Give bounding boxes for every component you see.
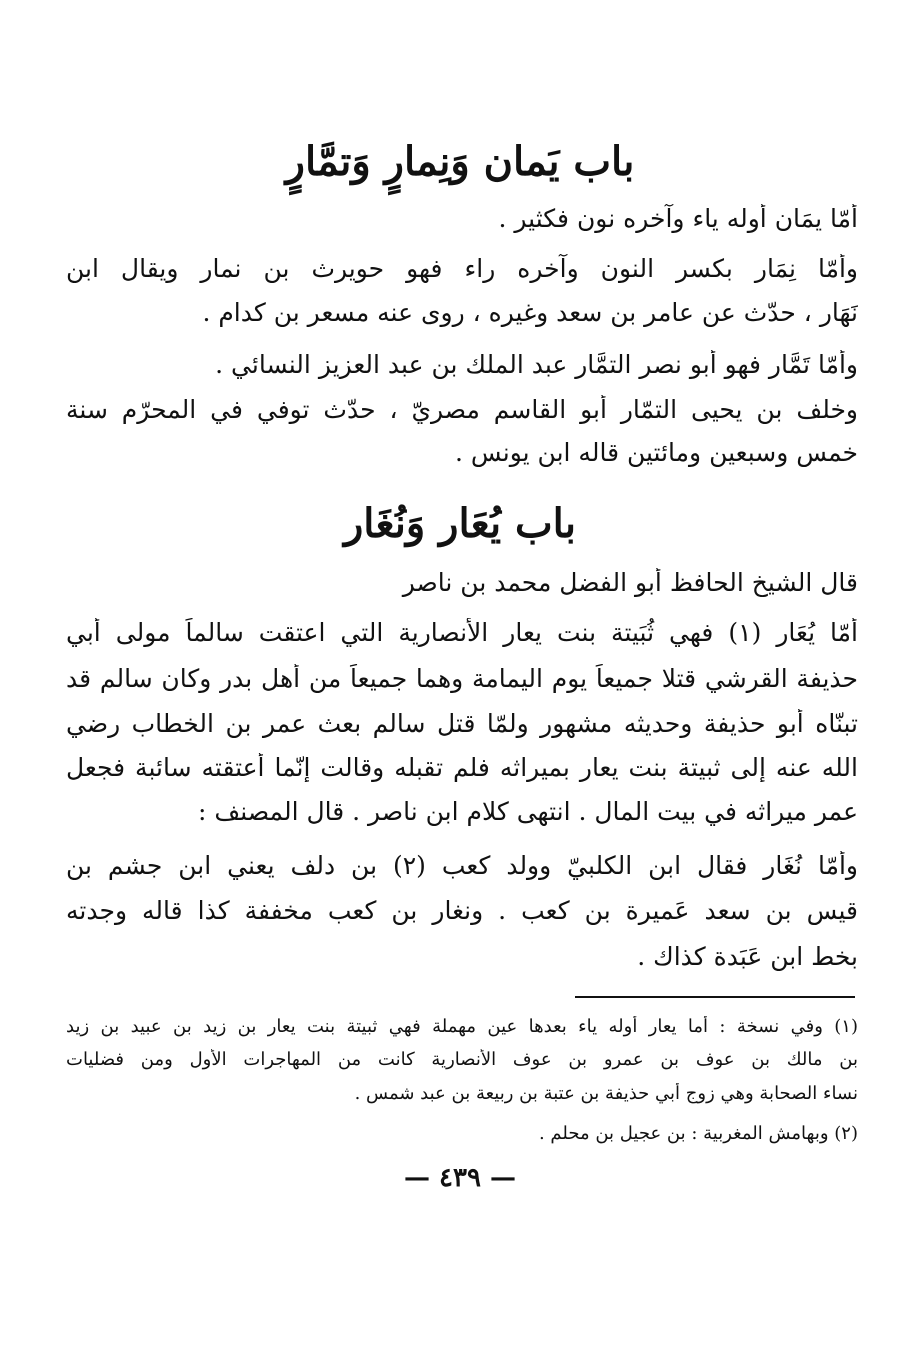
paragraph-line: أمّا يمَان أوله ياء وآخره نون فكثير .	[498, 204, 858, 233]
paragraph-line: وخلف بن يحيى التمّار أبو القاسم مصريّ ، حدّث توفي في المحرّم سنة	[66, 395, 858, 424]
paragraph-line: أمّا يُعَار (١) فهي ثُبَيتة بنت يعار الأنصارية التي اعتقت سالماً مولى أبي	[66, 618, 858, 647]
paragraph-line: قال الشيخ الحافظ أبو الفضل محمد بن ناصر	[402, 568, 858, 597]
section-heading-yaman: باب يَمان وَنِمارٍ وَتمَّارٍ	[285, 138, 635, 185]
paragraph-line: نَهَار ، حدّث عن عامر بن سعد وغيره ، روى عنه مسعر بن كدام .	[202, 298, 858, 327]
paragraph-line: الله عنه إلى ثبيتة بنت يعار بميراثه فلم تقبله وقالت إنّما أعتقته سائبة فجعل	[66, 753, 858, 782]
footnote-1-line: بن مالك بن عوف بن عمرو بن عوف الأنصارية كانت من المهاجرات الأول ومن فضليات	[66, 1049, 858, 1070]
page-number: — ٤٣٩ —	[403, 1163, 517, 1193]
paragraph-line: تبنّاه أبو حذيفة وحديثه مشهور ولمّا قتل سالم بعث عمر بن الخطاب رضي	[66, 709, 858, 738]
footnote-separator	[575, 996, 855, 998]
paragraph-line: وأمّا نُغَار فقال ابن الكلبيّ وولد كعب (٢) بن دلف يعني ابن جشم بن	[66, 851, 858, 880]
paragraph-line: وأمّا تَمَّار فهو أبو نصر التمَّار عبد الملك بن عبد العزيز النسائي .	[215, 350, 858, 379]
paragraph-line: حذيفة القرشي قتلا جميعاً يوم اليمامة وهما جميعاً من أهل بدر وكان سالم قد	[66, 664, 858, 693]
footnote-1-line: نساء الصحابة وهي زوج أبي حذيفة بن عتبة بن ربيعة بن عبد شمس .	[354, 1083, 858, 1104]
paragraph-line: بخط ابن عَبَدة كذاك .	[637, 942, 858, 971]
footnote-1-line: (١) وفي نسخة : أما يعار أوله ياء بعدها عين مهملة فهي ثبيتة بنت يعار بن زيد بن عبيد بن زيد	[66, 1016, 858, 1037]
footnote-2: (٢) وبهامش المغربية : بن عجيل بن محلم .	[538, 1123, 858, 1144]
paragraph-line: قيس بن سعد عَميرة بن كعب . ونغار بن كعب مخففة كذا قاله وجدته	[66, 896, 858, 925]
section-heading-yuar: باب يُعَار وَنُغَار	[343, 500, 576, 547]
paragraph-line: عمر ميراثه في بيت المال . انتهى كلام ابن ناصر . قال المصنف :	[198, 797, 858, 826]
paragraph-line: وأمّا نِمَار بكسر النون وآخره راء فهو حويرث بن نمار ويقال ابن	[66, 254, 858, 283]
paragraph-line: خمس وسبعين ومائتين قاله ابن يونس .	[455, 438, 858, 467]
